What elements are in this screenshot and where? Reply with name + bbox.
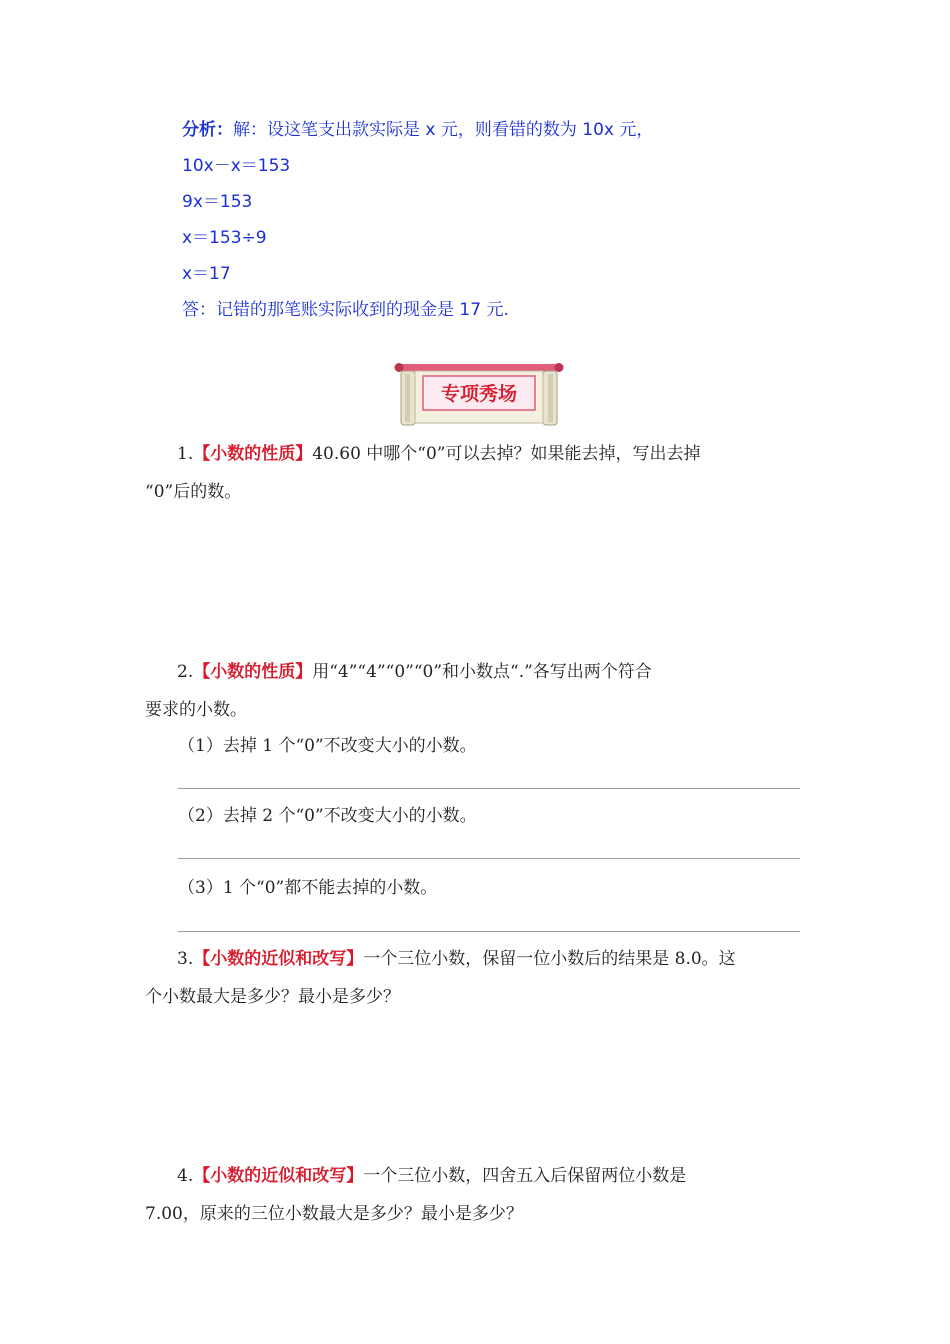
question-text: 一个三位小数，保留一位小数后的结果是 8.0。这 <box>363 949 736 969</box>
analysis-step: x＝17 <box>182 264 231 284</box>
question-line: 7.00，原来的三位小数最大是多少？最小是多少？ <box>145 1204 523 1224</box>
section-banner <box>393 360 565 430</box>
question-line <box>145 441 805 467</box>
banner-title: 专项秀场 <box>440 383 518 405</box>
question-line <box>145 946 805 972</box>
question-number: 2. <box>177 662 194 682</box>
analysis-block <box>182 117 822 333</box>
sub-question: （1）去掉 1 个“0”不改变大小的小数。 <box>178 736 477 756</box>
sub-question: （3）1 个“0”都不能去掉的小数。 <box>178 878 438 898</box>
question-text: 一个三位小数，四舍五入后保留两位小数是 <box>363 1166 687 1186</box>
banner-right-roll-shade <box>548 374 553 422</box>
analysis-label: 分析： <box>182 120 233 140</box>
question-number: 1. <box>177 444 194 464</box>
question-4 <box>145 1163 805 1227</box>
question-2 <box>145 659 805 723</box>
answer-line[interactable] <box>178 931 800 932</box>
analysis-step: x＝153÷9 <box>182 228 267 248</box>
question-1 <box>145 441 805 505</box>
question-tag: 【小数的近似和改写】 <box>193 949 364 969</box>
question-line: 个小数最大是多少？最小是多少？ <box>145 987 400 1007</box>
question-number: 4. <box>177 1166 194 1186</box>
question-line: “0”后的数。 <box>145 482 242 502</box>
question-line: 要求的小数。 <box>145 700 247 720</box>
answer-line[interactable] <box>178 858 800 859</box>
answer-line[interactable] <box>178 788 800 789</box>
question-number: 3. <box>177 949 194 969</box>
question-3 <box>145 946 805 1010</box>
sub-question: （2）去掉 2 个“0”不改变大小的小数。 <box>178 806 477 826</box>
question-tag: 【小数的性质】 <box>193 444 313 464</box>
analysis-step: 10x－x＝153 <box>182 156 291 176</box>
question-line <box>145 659 805 685</box>
question-tag: 【小数的性质】 <box>193 662 313 682</box>
analysis-intro: 解：设这笔支出款实际是 x 元，则看错的数为 10x 元， <box>233 120 654 140</box>
banner-rod-end-right <box>555 363 564 372</box>
banner-rod-end-left <box>395 363 404 372</box>
banner-top-rod <box>399 364 559 371</box>
question-line <box>145 1163 805 1189</box>
question-tag: 【小数的近似和改写】 <box>193 1166 364 1186</box>
analysis-intro-line <box>182 117 822 153</box>
analysis-step: 9x＝153 <box>182 192 253 212</box>
question-text: 用“4”“4”“0”“0”和小数点“.”各写出两个符合 <box>312 662 652 682</box>
banner-left-roll-shade <box>405 374 410 422</box>
analysis-answer: 答：记错的那笔账实际收到的现金是 17 元. <box>182 300 509 320</box>
question-text: 40.60 中哪个“0”可以去掉？如果能去掉，写出去掉 <box>312 444 701 464</box>
